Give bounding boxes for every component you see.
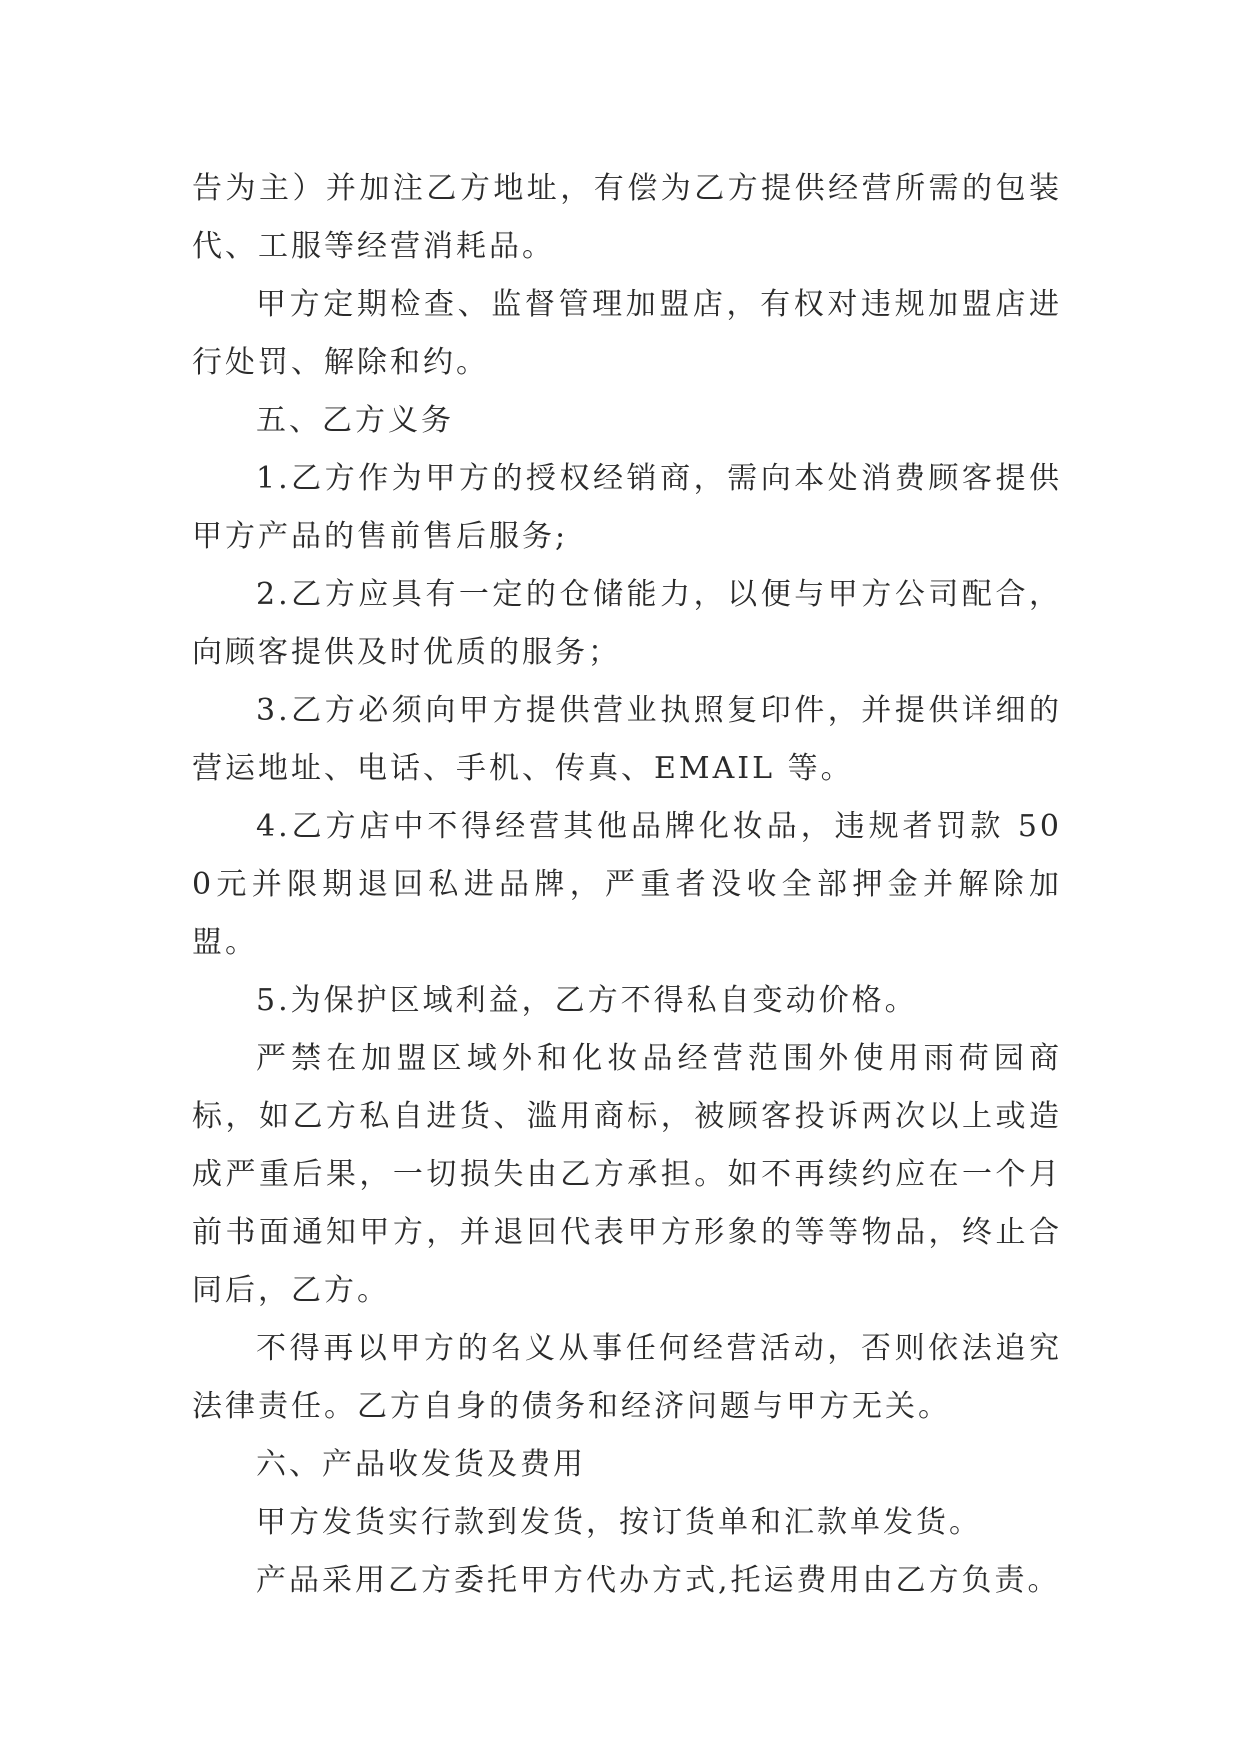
clause-3: 3.乙方必须向甲方提供营业执照复印件，并提供详细的营运地址、电话、手机、传真、EMAIL 等。 (192, 693, 1062, 786)
paragraph-continuation: 告为主）并加注乙方地址，有偿为乙方提供经营所需的包装代、工服等经营消耗品。 (192, 171, 1062, 264)
clause-1: 1.乙方作为甲方的授权经销商，需向本处消费顾客提供甲方产品的售前售后服务; (192, 461, 1062, 554)
clause-4: 4.乙方店中不得经营其他品牌化妆品，违规者罚款 500元并限期退回私进品牌，严重者没收全部押金并解除加盟。 (192, 809, 1062, 960)
clause-2: 2.乙方应具有一定的仓储能力，以便与甲方公司配合，向顾客提供及时优质的服务； (192, 577, 1062, 670)
clause-5: 5.为保护区域利益，乙方不得私自变动价格。 (256, 983, 918, 1018)
paragraph-trademark: 严禁在加盟区域外和化妆品经营范围外使用雨荷园商标，如乙方私自进货、滥用商标，被顾客投诉两次以上或造成严重后果，一切损失由乙方承担。如不再续约应在一个月前书面通知甲方，并退回代表甲方形象的等等物品，终止合同后，乙方。 (192, 1041, 1062, 1308)
paragraph-payment-shipping: 甲方发货实行款到发货，按订货单和汇款单发货。 (256, 1505, 982, 1540)
paragraph-liability: 不得再以甲方的名义从事任何经营活动，否则依法追究法律责任。乙方自身的债务和经济问题与甲方无关。 (192, 1331, 1062, 1424)
paragraph-inspection: 甲方定期检查、监督管理加盟店，有权对违规加盟店进行处罚、解除和约。 (192, 287, 1062, 380)
section-heading-shipping: 六、产品收发货及费用 (256, 1447, 586, 1482)
document-body (192, 160, 1062, 1610)
paragraph-freight: 产品采用乙方委托甲方代办方式,托运费用由乙方负责。 (256, 1563, 1061, 1598)
section-heading-party-b-obligations: 五、乙方义务 (256, 403, 454, 438)
